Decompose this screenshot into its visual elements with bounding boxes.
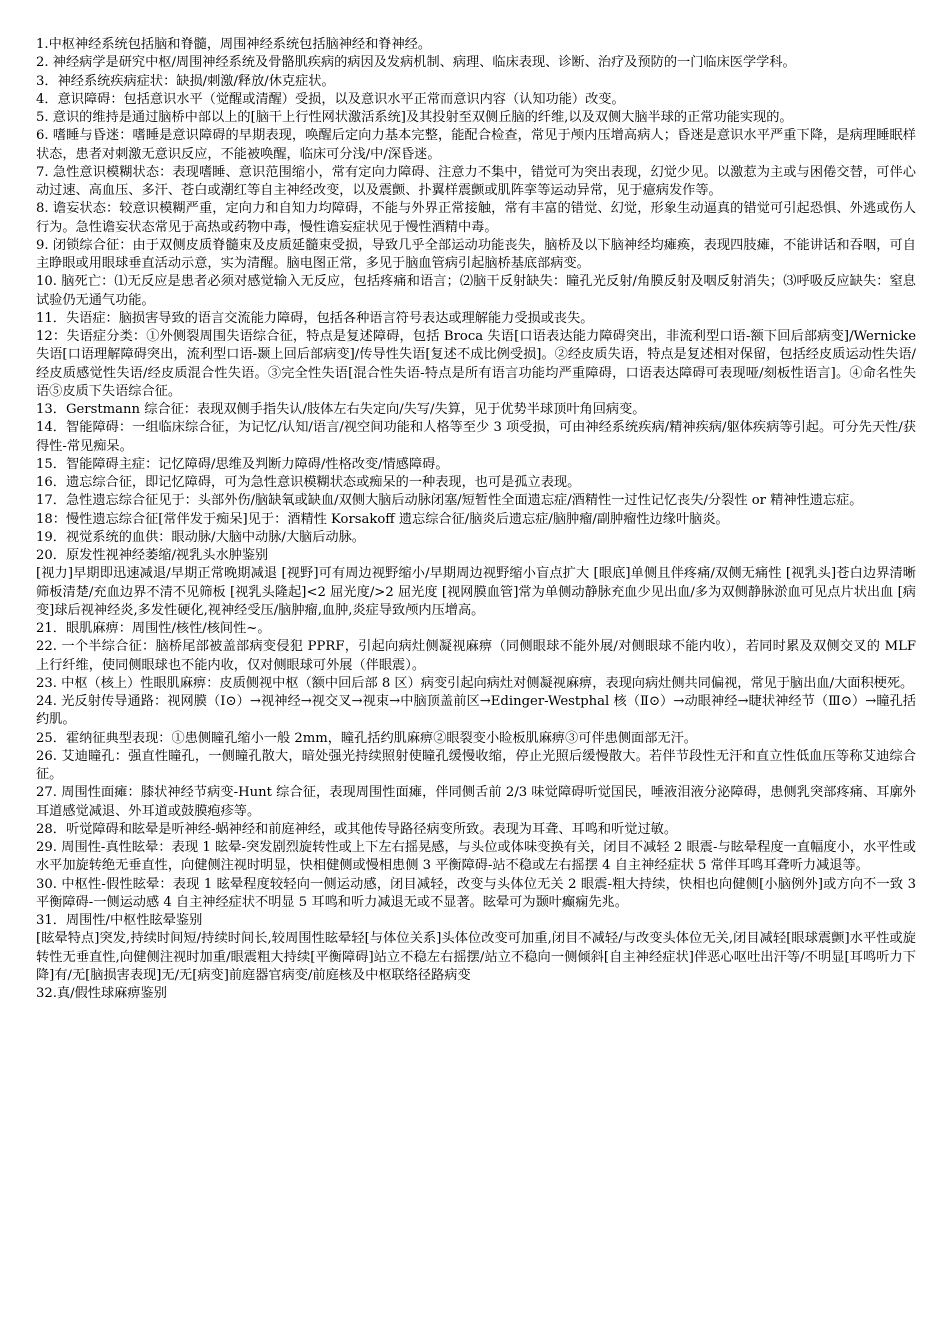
paragraph-17: 17．急性遗忘综合征见于：头部外伤/脑缺氧或缺血/双侧大脑后动脉闭塞/短暂性全面遗忘症/酒精性一过性记忆丧失/分裂性 or 精神性遗忘症。 [36, 493, 863, 509]
paragraph-24: 24. 光反射传导通路：视网膜（Ⅰ⊙）→视神经→视交叉→视束→中脑顶盖前区→Edinger-Westphal 核（Ⅱ⊙）→动眼神经→睫状神经节（Ⅲ⊙）→瞳孔括约肌。 [36, 694, 916, 728]
paragraph-20: 20．原发性视神经萎缩/视乳头水肿鉴别 [36, 548, 269, 563]
paragraph-22: 22. 一个半综合征：脑桥尾部被盖部病变侵犯 PPRF，引起向病灶侧凝视麻痹（同侧眼球不能外展/对侧眼球不能内收），若同时累及双侧交叉的 MLF 上行纤维，使同侧眼球也不能内收，仅对侧眼球可外展（伴眼震）。 [36, 639, 916, 673]
paragraph-31: 31．周围性/中枢性眩晕鉴别 [36, 913, 203, 928]
paragraph-15: 15．智能障碍主症：记忆障碍/思维及判断力障碍/性格改变/情感障碍。 [36, 456, 449, 472]
paragraph-27: 27. 周围性面瘫：膝状神经节病变-Hunt 综合征，表现周围性面瘫，伴同侧舌前 2/3 味觉障碍听觉国民，唾液泪液分泌障碍，患侧乳突部疼痛、耳廓外耳道感觉减退、外耳道或鼓膜疱疹等。 [36, 785, 916, 819]
paragraph-8: 8. 谵妄状态：较意识模糊严重，定向力和自知力均障碍，不能与外界正常接触，常有丰富的错觉、幻觉，形象生动逼真的错觉可引起恐惧、外逃或伤人行为。急性谵妄状态常见于高热或药物中毒，慢性谵妄症状见于慢性酒精中毒。 [36, 201, 916, 235]
paragraph-26: 26. 艾迪瞳孔：强直性瞳孔，一侧瞳孔散大，暗处强光持续照射使瞳孔缓慢收缩，停止光照后缓慢散大。若伴节段性无汗和直立性低血压等称艾迪综合征。 [36, 748, 916, 782]
paragraph-12: 12：失语症分类：①外侧裂周围失语综合征，特点是复述障碍，包括 Broca 失语[口语表达能力障碍突出，非流利型口语-额下回后部病变]/Wernicke 失语[口语理解障碍突出，流利型口语-颞上回后部病变]/传导性失语[复述不成比例受损]。②经皮质失语，特点是复述相对保留，包括经皮质运动性失语/经皮质感觉性失语/经皮质混合性失语。③完全性失语[混合性失语-特点是所有语言功能均严重障碍，口语表达障碍可表现哑/刻板性语言]。④命名性失语⑤皮质下失语综合征。 [36, 329, 916, 399]
paragraph-4: 4．意识障碍：包括意识水平（觉醒或清醒）受损，以及意识水平正常而意识内容（认知功能）改变。 [36, 91, 625, 107]
paragraph-19: 19．视觉系统的血供：眼动脉/大脑中动脉/大脑后动脉。 [36, 529, 365, 545]
paragraph-30: 30. 中枢性-假性眩晕：表现 1 眩晕程度较轻向一侧运动感，闭目减轻，改变与头体位无关 2 眼震-粗大持续，快相也向健侧[小脑例外]或方向不一致 3 平衡障碍-一侧运动感 4 自主神经症状不明显 5 耳鸣和听力减退无或不显著。眩晕可为颞叶癫痫先兆。 [36, 876, 916, 910]
paragraph-14: 14．智能障碍：一组临床综合征，为记忆/认知/语言/视空间功能和人格等至少 3 项受损，可由神经系统疾病/精神疾病/躯体疾病等引起。可分先天性/获得性-常见痴呆。 [36, 420, 916, 454]
paragraph-32: 32.真/假性球麻痹鉴别 [36, 986, 167, 1001]
paragraph-28: 28．听觉障碍和眩晕是听神经-蜗神经和前庭神经，或其他传导路径病变所致。表现为耳聋、耳鸣和听觉过敏。 [36, 821, 678, 837]
paragraph-3: 3．神经系统疾病症状：缺损/刺激/释放/休克症状。 [36, 73, 335, 89]
paragraph-6: 6. 嗜睡与昏迷：嗜睡是意识障碍的早期表现，唤醒后定向力基本完整，能配合检查，常见于颅内压增高病人；昏迷是意识水平严重下降，是病理睡眠样状态，患者对刺激无意识反应，不能被唤醒，临床可分浅/中/深昏迷。 [36, 128, 916, 162]
paragraph-11: 11．失语症：脑损害导致的语言交流能力障碍，包括各种语言符号表达或理解能力受损或丧失。 [36, 310, 594, 326]
paragraph-5: 5. 意识的维持是通过脑桥中部以上的[脑干上行性网状激活系统]及其投射至双侧丘脑的纤维,以及双侧大脑半球的正常功能实现的。 [36, 110, 793, 125]
paragraph-1: 1.中枢神经系统包括脑和脊髓，周围神经系统包括脑神经和脊神经。 [36, 37, 432, 52]
paragraph-13: 13．Gerstmann 综合征：表现双侧手指失认/肢体左右失定向/失写/失算，见于优势半球顶叶角回病变。 [36, 402, 646, 417]
paragraph-25: 25．霍纳征典型表现：①患侧瞳孔缩小一般 2mm，瞳孔括约肌麻痹②眼裂变小睑板肌麻痹③可伴患侧面部无汗。 [36, 730, 697, 746]
paragraph-23: 23. 中枢（核上）性眼肌麻痹：皮质侧视中枢（额中回后部 8 区）病变引起向病灶对侧凝视麻痹，表现向病灶侧共同偏视，常见于脑出血/大面积梗死。 [36, 675, 914, 691]
paragraph-10: 10. 脑死亡：⑴无反应是患者必须对感觉输入无反应，包括疼痛和语言；⑵脑干反射缺失：瞳孔光反射/角膜反射及咽反射消失；⑶呼吸反应缺失：窒息试验仍无通气功能。 [36, 274, 916, 308]
paragraph-21: 21．眼肌麻痹：周围性/核性/核间性~。 [36, 621, 271, 636]
paragraph-20-table-text: [视力]早期即迅速减退/早期正常晚期减退 [视野]可有周边视野缩小/早期周边视野缩小盲点扩大 [眼底]单侧且伴疼痛/双侧无痛性 [视乳头]苍白边界清晰筛板清楚/充血边界不清不见筛板 [视乳头隆起]<2 屈光度/>2 屈光度 [视网膜血管]常为单侧动静脉充血少见出血/多为双侧静脉淤血可见点片状出血 [病变]球后视神经炎,多发性硬化,视神经受压/脑肿瘤,血肿,炎症导致颅内压增高。 [36, 566, 916, 618]
paragraph-9: 9. 闭锁综合征：由于双侧皮质脊髓束及皮质延髓束受损，导致几乎全部运动功能丧失，脑桥及以下脑神经均瘫痪，表现四肢瘫，不能讲话和吞咽，可自主睁眼或用眼球垂直活动示意，实为清醒。脑电图正常，多见于脑血管病引起脑桥基底部病变。 [36, 237, 916, 271]
paragraph-29: 29. 周围性-真性眩晕：表现 1 眩晕-突发剧烈旋转性或上下左右摇晃感，与头位或体味变换有关，闭目不减轻 2 眼震-与眩晕程度一直幅度小，水平性或水平加旋转绝无垂直性，向健侧注视时明显，快相健侧或慢相患侧 3 平衡障碍-站不稳或左右摇摆 4 自主神经症状 5 常伴耳鸣耳聋听力减退等。 [36, 840, 916, 874]
paragraph-16: 16．遗忘综合征，即记忆障碍，可为急性意识模糊状态或痴呆的一种表现，也可是孤立表现。 [36, 475, 581, 490]
paragraph-2: 2. 神经病学是研究中枢/周围神经系统及骨骼肌疾病的病因及发病机制、病理、临床表现、诊断、治疗及预防的一门临床医学学科。 [36, 55, 796, 71]
paragraph-31-table-text: [眩晕特点]突发,持续时间短/持续时间长,较周围性眩晕轻[与体位关系]头体位改变可加重,闭目不减轻/与改变头体位无关,闭目减轻[眼球震颤]水平性或旋转性无垂直性,向健侧注视时加重/眼震粗大持续[平衡障碍]站立不稳左右摇摆/站立不稳向一侧倾斜[自主神经症状]伴恶心呕吐出汗等/不明显[耳鸣听力下降]有/无[脑损害表现]无/无[病变]前庭器官病变/前庭核及中枢联络径路病变 [36, 931, 916, 983]
paragraph-18: 18：慢性遗忘综合征[常伴发于痴呆]见于：酒精性 Korsakoff 遗忘综合征/脑炎后遗忘症/脑肿瘤/副肿瘤性边缘叶脑炎。 [36, 511, 729, 527]
paragraph-7: 7. 急性意识模糊状态：表现嗜睡、意识范围缩小，常有定向力障碍、注意力不集中，错觉可为突出表现，幻觉少见。以激惹为主或与困倦交替，可伴心动过速、高血压、多汗、苍白或潮红等自主神经改变，以及震颤、扑翼样震颤或肌阵挛等运动异常，见于癔病发作等。 [36, 164, 916, 198]
